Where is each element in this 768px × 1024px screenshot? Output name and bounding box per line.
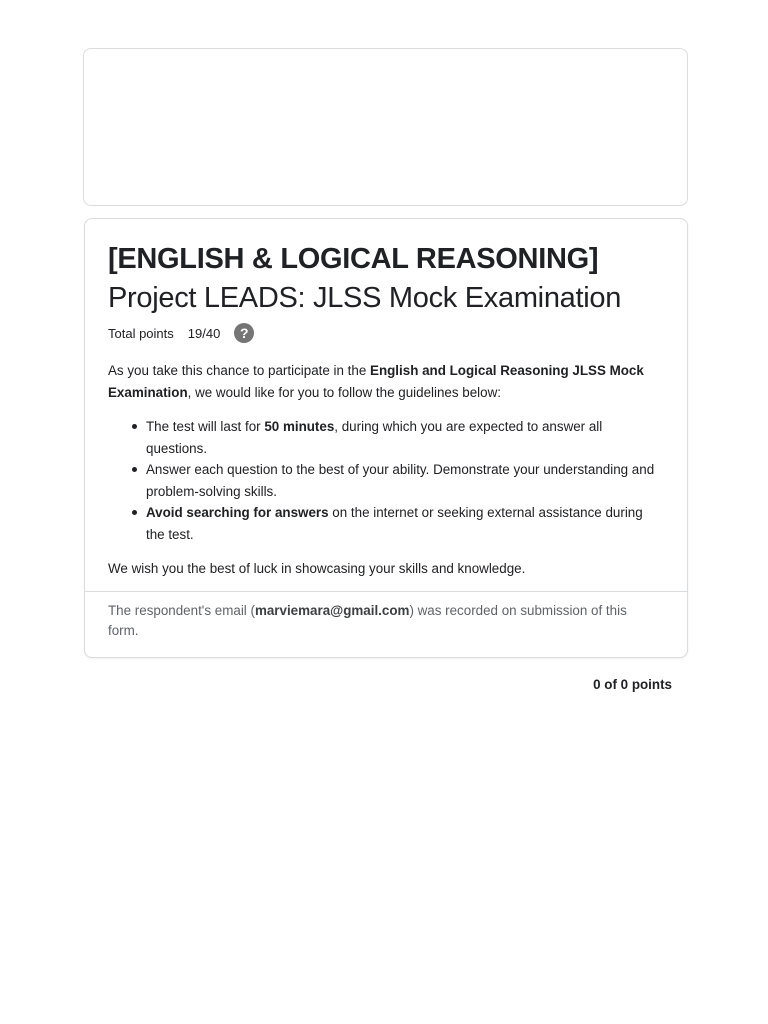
guideline-bold-text: 50 minutes: [264, 419, 335, 434]
respondent-email-note: [108, 601, 648, 641]
card-divider: [85, 591, 687, 592]
intro-text-end: , we would like for you to follow the guidelines below:: [187, 384, 501, 400]
email-note-text-end: ) was recorded on submission of this form.: [108, 603, 627, 638]
email-note-text: The respondent's email (: [108, 603, 255, 618]
guideline-item: [108, 459, 660, 502]
respondent-email: marviemara@gmail.com: [254, 603, 410, 618]
guideline-text: , during which you are expected to answer all questions.: [146, 419, 603, 456]
intro-text: As you take this chance to participate in the: [108, 363, 371, 378]
form-title-line2: Project LEADS: JLSS Mock Examination: [108, 282, 622, 314]
header-banner-card: [83, 48, 688, 206]
total-points-row: [108, 322, 254, 344]
guidelines-list: [108, 416, 660, 545]
intro-bold-text: English and Logical Reasoning JLSS Mock Examination: [108, 363, 644, 400]
guideline-text: Answer each question to the best of your ability. Demonstrate your understanding and problem-solving skills.: [146, 462, 655, 499]
form-description-intro: [108, 360, 660, 403]
total-points-label: Total points: [108, 325, 174, 341]
guideline-text: The test will last for: [146, 419, 265, 434]
help-icon[interactable]: ?: [234, 323, 254, 343]
total-points-value: 19/40: [187, 325, 221, 341]
section-points: 0 of 0 points: [593, 677, 672, 692]
form-header-card: [84, 218, 688, 658]
guideline-item: [108, 416, 660, 459]
form-title-line1: [ENGLISH & LOGICAL REASONING]: [108, 243, 599, 275]
guideline-item: [108, 502, 660, 545]
guideline-bold-text: Avoid searching for answers: [146, 505, 329, 520]
guideline-text: on the internet or seeking external assistance during the test.: [146, 505, 643, 542]
form-description-closing: We wish you the best of luck in showcasing your skills and knowledge.: [108, 561, 526, 576]
